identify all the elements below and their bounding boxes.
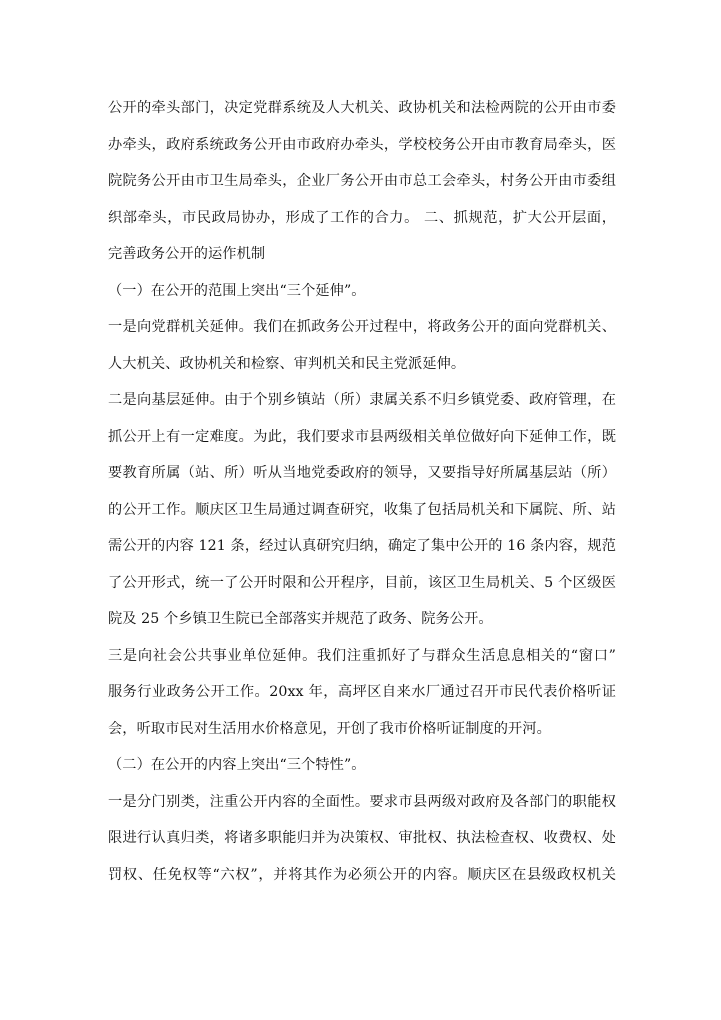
- text-line-16: 三是向社会公共事业单位延伸。我们注重抓好了与群众生活息息相关的“窗口”: [108, 647, 616, 664]
- document-body: [108, 90, 616, 893]
- text-line-3: 院院务公开由市卫生局牵头，企业厂务公开由市总工会牵头，村务公开由市委组: [108, 173, 616, 189]
- text-line-6: （一）在公开的范围上突出“三个延伸”。: [108, 282, 366, 299]
- text-line-1: 公开的牵头部门，决定党群系统及人大机关、政协机关和法检两院的公开由市委: [108, 100, 616, 116]
- text-line-2: 办牵头，政府系统政务公开由市政府办牵头，学校校务公开由市教育局牵头，医: [108, 136, 616, 153]
- text-line-22: 罚权、任免权等“六权”，并将其作为必须公开的内容。顺庆区在县级政权机关: [108, 866, 616, 883]
- text-line-9: 二是向基层延伸。由于个别乡镇站（所）隶属关系不归乡镇党委、政府管理，在: [108, 392, 616, 408]
- text-line-20: 一是分门别类，注重公开内容的全面性。要求市县两级对政府及各部门的职能权: [108, 793, 616, 810]
- text-line-13: 需公开的内容 121 条，经过认真研究归纳，确定了集中公开的 16 条内容，规范: [108, 538, 616, 554]
- text-line-8: 人大机关、政协机关和检察、审判机关和民主党派延伸。: [108, 355, 466, 372]
- text-line-19: （二）在公开的内容上突出“三个特性”。: [108, 757, 366, 773]
- text-line-11: 要教育所属（站、所）听从当地党委政府的领导，又要指导好所属基层站（所）: [108, 465, 616, 481]
- text-line-21: 限进行认真归类，将诸多职能归并为决策权、审批权、执法检查权、收费权、处: [108, 830, 616, 846]
- text-line-17: 服务行业政务公开工作。20xx 年，高坪区自来水厂通过召开市民代表价格听证: [108, 684, 616, 700]
- text-line-15: 院及 25 个乡镇卫生院已全部落实并规范了政务、院务公开。: [108, 611, 493, 627]
- text-line-10: 抓公开上有一定难度。为此，我们要求市县两级相关单位做好向下延伸工作，既: [108, 428, 616, 445]
- text-line-4: 织部牵头，市民政局协办，形成了工作的合力。 二、抓规范，扩大公开层面，: [108, 209, 616, 226]
- text-line-18: 会，听取市民对生活用水价格意见，开创了我市价格听证制度的开河。: [108, 720, 551, 737]
- text-line-5: 完善政务公开的运作机制: [108, 246, 266, 262]
- text-line-7: 一是向党群机关延伸。我们在抓政务公开过程中，将政务公开的面向党群机关、: [108, 319, 616, 335]
- text-line-14: 了公开形式，统一了公开时限和公开程序，目前，该区卫生局机关、5 个区级医: [108, 574, 616, 591]
- text-line-12: 的公开工作。顺庆区卫生局通过调查研究，收集了包括局机关和下属院、所、站: [108, 501, 616, 518]
